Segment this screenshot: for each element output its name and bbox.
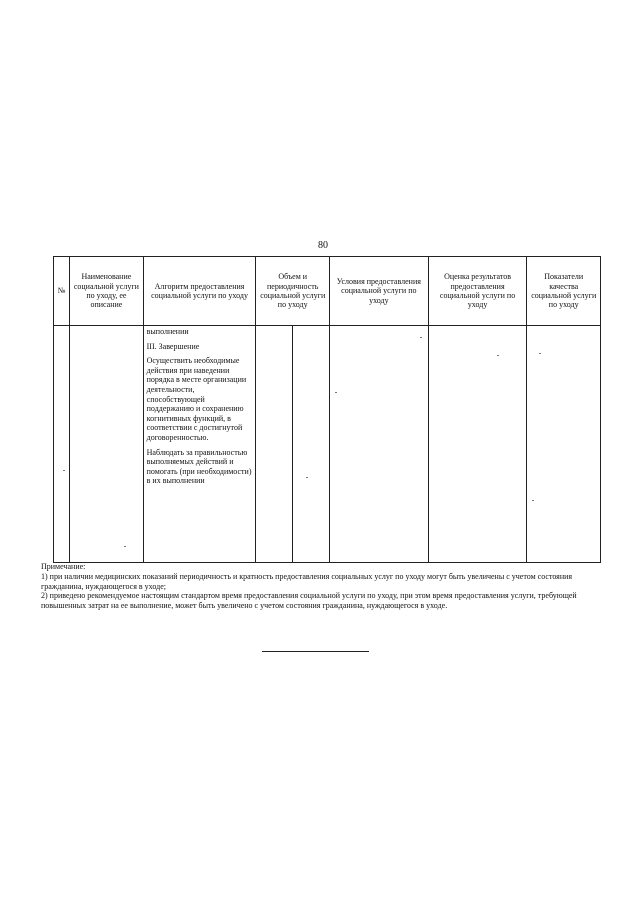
header-algorithm: Алгоритм предоставления социальной услуги по уходу (143, 257, 256, 326)
note-item: 2) приведено рекомендуемое настоящим стандартом время предоставления социальной услуги по уходу, при этом время предоставления услуги, требующей повышенных затрат на ее выполнение, может быть увеличено с учетом состояния гражданина, нуждающегося в уходе. (41, 591, 577, 610)
cell-conditions (329, 326, 428, 563)
scan-speck (63, 470, 65, 471)
algorithm-section-title: III. Завершение (146, 341, 200, 351)
scan-speck (124, 546, 126, 547)
notes (41, 562, 601, 611)
cell-volume-sub1 (256, 326, 293, 562)
header-evaluation: Оценка результатов предоставления социальной услуги по уходу (428, 257, 527, 326)
header-conditions: Условия предоставления социальной услуги по уходу (329, 257, 428, 326)
scan-speck (532, 500, 534, 501)
cell-name (70, 326, 144, 563)
header-num: № (54, 257, 70, 326)
cell-num (54, 326, 70, 563)
algorithm-paragraph: Наблюдать за правильностью выполняемых действий и помогать (при необходимости) в их выполнении (146, 447, 252, 486)
header-quality: Показатели качества социальной услуги по уходу (527, 257, 601, 326)
scan-speck (497, 355, 499, 356)
closing-rule (262, 651, 369, 652)
scan-speck (539, 353, 541, 354)
table-header-row (54, 257, 601, 326)
cell-volume (256, 326, 330, 563)
table-row (54, 326, 601, 563)
page-number: 80 (318, 240, 328, 251)
scan-speck (335, 392, 337, 393)
scan-speck (420, 337, 422, 338)
cell-evaluation (428, 326, 527, 563)
header-volume: Объем и периодичность социальной услуги по уходу (256, 257, 330, 326)
cell-quality (527, 326, 601, 563)
cell-volume-sub2 (293, 326, 329, 562)
header-name: Наименование социальной услуги по уходу, ее описание (70, 257, 144, 326)
notes-title: Примечание: (41, 562, 86, 571)
scan-speck (306, 477, 308, 478)
social-services-table (53, 256, 601, 563)
algorithm-paragraph: выполнении (146, 327, 189, 336)
cell-algorithm (143, 326, 256, 563)
note-item: 1) при наличии медицинских показаний периодичность и кратность предоставления социальных услуг по уходу могут быть увеличены с учетом состояния гражданина, нуждающегося в уходе; (41, 571, 573, 591)
algorithm-paragraph: Осуществить необходимые действия при наведении порядка в месте организации деятельности, способствующей поддержанию и сохранению когнитивных функций, в соответствии с достигнутой договоренностью. (146, 356, 247, 442)
